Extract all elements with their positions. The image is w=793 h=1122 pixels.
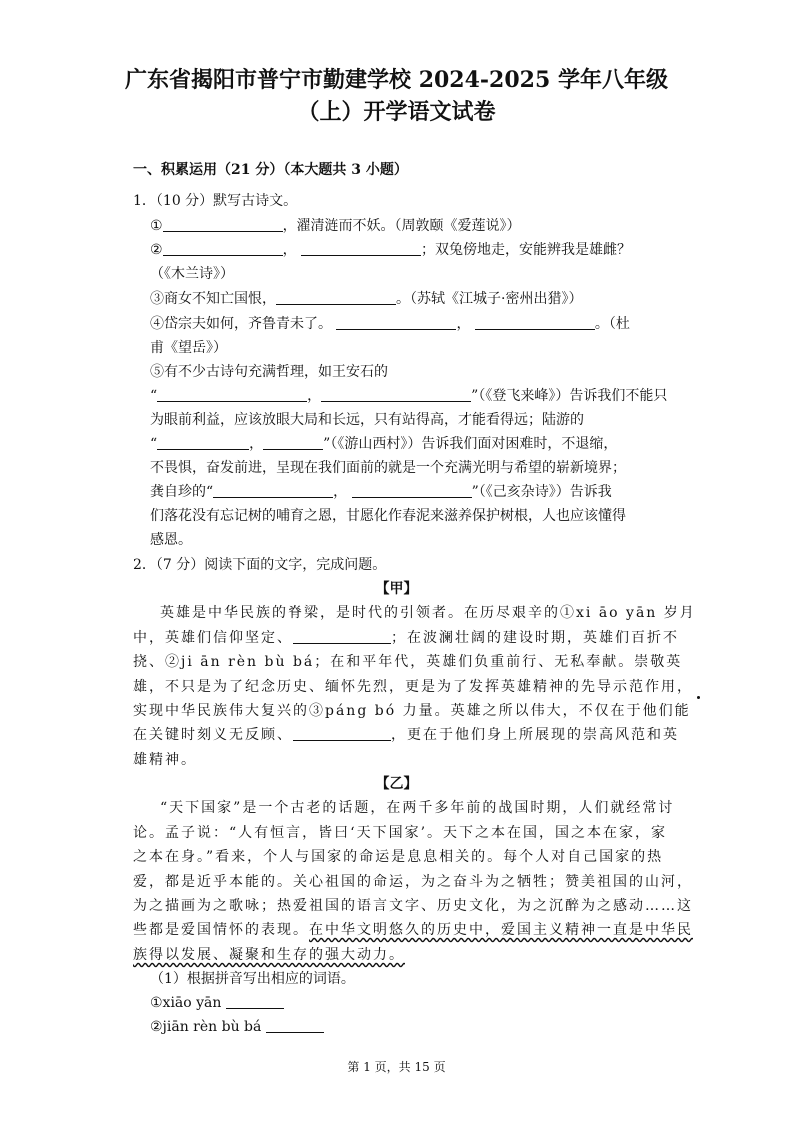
q2-sub1-b (150, 1017, 324, 1037)
q1-item2 (150, 240, 631, 260)
answer-blank[interactable] (163, 217, 283, 232)
jia-paragraph-line2 (133, 628, 679, 648)
q1-item5-line1: ⑤有不少古诗句充满哲理，如王安石的 (150, 364, 388, 380)
yi-paragraph-line4: 爱，都是近乎本能的。关心祖国的命运，为之奋斗为之牺牲；赞美祖国的山河， (133, 874, 693, 890)
wavy-underlined-text: 在中华文明悠久的历史中，爱国主义精神一直是中华民 (309, 922, 693, 938)
q1-item5-line6-text: ”（《己亥杂诗》）告诉我 (471, 484, 612, 500)
open-quote: “ (150, 388, 158, 404)
jia-paragraph-line7: 雄精神。 (133, 752, 197, 768)
section-heading: 一、积累运用（21 分）（本大题共 3 小题） (133, 162, 408, 178)
yi-line6-plain: 些都是爱国情怀的表现。 (133, 922, 309, 938)
q2-sub1-stem: （1）根据拼音写出相应的词语。 (150, 971, 355, 987)
answer-blank[interactable] (293, 629, 391, 644)
answer-blank[interactable] (213, 483, 333, 498)
answer-blank[interactable] (226, 994, 284, 1009)
answer-blank[interactable] (266, 1018, 324, 1033)
answer-blank[interactable] (352, 483, 472, 498)
jia-paragraph-line3: 挠、②ji ān rèn bù bá；在和平年代，英雄们负重前行、无私奉献。崇敬英 (133, 654, 683, 670)
q1-item3 (150, 289, 582, 309)
yi-paragraph-line2: 论。孟子说：“人有恒言，皆曰‘天下国家’。天下之本在国，国之本在家，家 (133, 825, 668, 841)
jia-line6-suffix: ，更在于他们身上所展现的崇高风范和英 (391, 727, 679, 743)
q1-item2-source: （《木兰诗》） (150, 266, 234, 282)
q1-item4-text: ④岱宗夫如何，齐鲁青未了。 (150, 316, 332, 332)
emphasis-dot (697, 696, 700, 699)
jia-paragraph-line4 (133, 677, 700, 699)
answer-blank[interactable] (336, 315, 456, 330)
answer-blank[interactable] (301, 241, 421, 256)
q1-item2-num: ② (150, 242, 163, 258)
q1-item5-line6 (150, 482, 612, 502)
jia-line6-prefix: 在关键时刻义无反顾、 (133, 727, 293, 743)
pinyin-label: ①xiāo yān (150, 995, 222, 1011)
comma: ， (333, 484, 348, 500)
answer-blank[interactable] (157, 435, 249, 450)
section-label-jia: 【甲】 (375, 581, 418, 597)
q1-item5-line2-text: ”（《登飞来峰》）告诉我们不能只 (471, 388, 668, 404)
answer-blank[interactable] (163, 241, 283, 256)
open-quote: “ (150, 436, 158, 452)
answer-blank[interactable] (157, 387, 307, 402)
q1-item4 (150, 314, 630, 334)
jia-line2-prefix: 中，英雄们信仰坚定、 (133, 630, 293, 646)
q1-item3-source: 。（苏轼《江城子·密州出猎》） (396, 291, 583, 307)
q1-item2-comma: ， (282, 242, 297, 258)
q1-item5-line5: 不畏惧，奋发前进，呈现在我们面前的就是一个充满光明与希望的崭新境界； (150, 460, 626, 476)
comma: ， (307, 388, 322, 404)
paper-title-line2: （上）开学语文试卷 (297, 99, 496, 125)
answer-blank[interactable] (276, 290, 396, 305)
yi-paragraph-line7 (133, 945, 405, 965)
jia-paragraph-line1: 英雄是中华民族的脊梁，是时代的引领者。在历尽艰辛的①xi āo yān 岁月 (160, 605, 696, 621)
q1-item1-num: ① (150, 218, 163, 234)
q2-sub1-a (150, 993, 284, 1013)
section-label-yi: 【乙】 (375, 776, 418, 792)
wavy-underlined-text: 族得以发展、凝聚和生存的强大动力。 (133, 947, 405, 963)
answer-blank[interactable] (321, 387, 471, 402)
yi-paragraph-line6 (133, 920, 693, 940)
comma: ， (249, 436, 264, 452)
q1-stem: 1．（10 分）默写古诗文。 (133, 193, 298, 209)
yi-paragraph-line5: 为之描画为之歌咏；热爱祖国的语言文字、历史文化，为之沉醉为之感动……这 (133, 898, 693, 914)
q1-item5-line6-prefix: 龚自珍的“ (150, 484, 214, 500)
answer-blank[interactable] (475, 315, 595, 330)
q1-item5-line3: 为眼前利益，应该放眼大局和长远，只有站得高，才能看得远；陆游的 (150, 412, 584, 428)
page-footer: 第 1 页，共 15 页 (347, 1060, 446, 1074)
q1-item2-text: ；双兔傍地走，安能辨我是雄雌？ (421, 242, 632, 258)
jia-paragraph-line5: 实现中华民族伟大复兴的③páng bó 力量。英雄之所以伟大，不仅在于他们能 (133, 703, 691, 719)
q1-item4-comma: ， (456, 316, 471, 332)
q1-item3-text: ③商女不知亡国恨， (150, 291, 276, 307)
q1-item5-line4-text: ”（《游山西村》）告诉我们面对困难时，不退缩， (323, 436, 618, 452)
q1-item1 (150, 216, 521, 236)
answer-blank[interactable] (293, 726, 391, 741)
paper-title-line1: 广东省揭阳市普宁市勤建学校 2024-2025 学年八年级 (125, 67, 668, 93)
q1-item5-line8: 感恩。 (150, 532, 192, 548)
q1-item4-source: 甫《望岳》） (150, 340, 227, 356)
q1-item5-line7: 们落花没有忘记树的哺育之恩，甘愿化作春泥来滋养保护树根，人也应该懂得 (150, 508, 626, 524)
q1-item1-text: ，濯清涟而不妖。（周敦颐《爱莲说》） (282, 218, 521, 234)
q1-item4-end: 。（杜 (594, 316, 630, 332)
q2-stem: 2．（7 分）阅读下面的文字，完成问题。 (133, 557, 387, 573)
q1-item5-line2 (150, 386, 667, 406)
jia-paragraph-line6 (133, 725, 679, 745)
jia-line4-text: 雄，不只是为了纪念历史、缅怀先烈，更是为了发挥英雄精神的先导示范作用， (133, 679, 693, 695)
answer-blank[interactable] (263, 435, 323, 450)
jia-line2-suffix: ；在波澜壮阔的建设时期，英雄们百折不 (391, 630, 679, 646)
q1-item5-line4 (150, 434, 617, 454)
pinyin-label: ②jiān rèn bù bá (150, 1019, 262, 1035)
yi-paragraph-line1: “天下国家”是一个古老的话题，在两千多年前的战国时期，人们就经常讨 (160, 800, 675, 816)
yi-paragraph-line3: 之本在身。”看来，个人与国家的命运是息息相关的。每个人对自己国家的热 (133, 849, 664, 865)
